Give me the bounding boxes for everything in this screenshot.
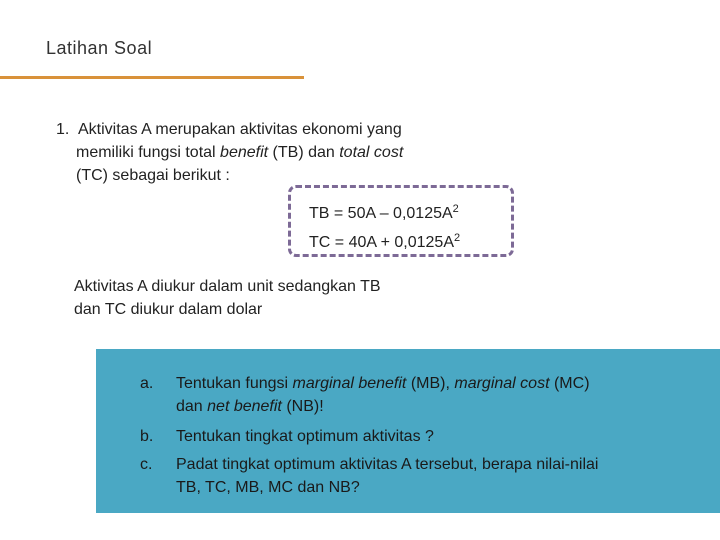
tasks-panel xyxy=(96,349,720,513)
task-a-text: (MB), xyxy=(406,375,455,392)
task-c xyxy=(140,453,680,499)
task-b-text: Tentukan tingkat optimum aktivitas ? xyxy=(176,428,434,445)
task-c-line-1: Padat tingkat optimum aktivitas A tersebut, berapa nilai-nilai xyxy=(176,456,599,473)
question-text: memiliki fungsi total xyxy=(76,144,221,161)
question-term-total-cost: total cost xyxy=(339,144,404,161)
units-note-line-2: dan TC diukur dalam dolar xyxy=(74,301,263,318)
task-a-line-1 xyxy=(176,372,680,395)
question-text: (TB) dan xyxy=(268,144,340,161)
task-c-line-2: TB, TC, MB, MC dan NB? xyxy=(176,479,360,496)
task-a xyxy=(140,372,680,418)
title-underline xyxy=(0,76,304,79)
task-a-text: dan xyxy=(176,398,208,415)
formula-box xyxy=(288,185,514,257)
task-a-term-mc: marginal cost xyxy=(454,375,550,392)
units-note xyxy=(74,275,454,321)
question-line-3: (TC) sebagai berikut : xyxy=(76,167,230,184)
task-a-term-mb: marginal benefit xyxy=(292,375,407,392)
formula-tb xyxy=(309,197,511,226)
formula-tc-exponent: 2 xyxy=(454,232,461,244)
formula-tb-text: TB = 50A – 0,0125A xyxy=(309,205,453,222)
task-b-letter: b. xyxy=(140,428,154,445)
question-term-benefit: benefit xyxy=(220,144,269,161)
task-c-letter: c. xyxy=(140,456,153,473)
formula-tb-exponent: 2 xyxy=(452,203,459,215)
units-note-line-1: Aktivitas A diukur dalam unit sedangkan TB xyxy=(74,278,381,295)
task-a-line-2 xyxy=(176,395,680,418)
task-b xyxy=(140,425,680,448)
formula-tc-text: TC = 40A + 0,0125A xyxy=(309,234,454,251)
task-a-letter: a. xyxy=(140,375,154,392)
task-a-text: Tentukan fungsi xyxy=(176,375,293,392)
page-title: Latihan Soal xyxy=(46,38,153,58)
question-line-1: Aktivitas A merupakan aktivitas ekonomi yang xyxy=(78,121,402,138)
formula-tc xyxy=(309,226,511,255)
task-a-term-nb: net benefit xyxy=(207,398,282,415)
task-a-text: (MC) xyxy=(549,375,590,392)
question-1 xyxy=(56,118,486,187)
question-line-2 xyxy=(56,141,486,164)
question-number: 1. xyxy=(56,121,70,138)
task-a-text: (NB)! xyxy=(281,398,324,415)
